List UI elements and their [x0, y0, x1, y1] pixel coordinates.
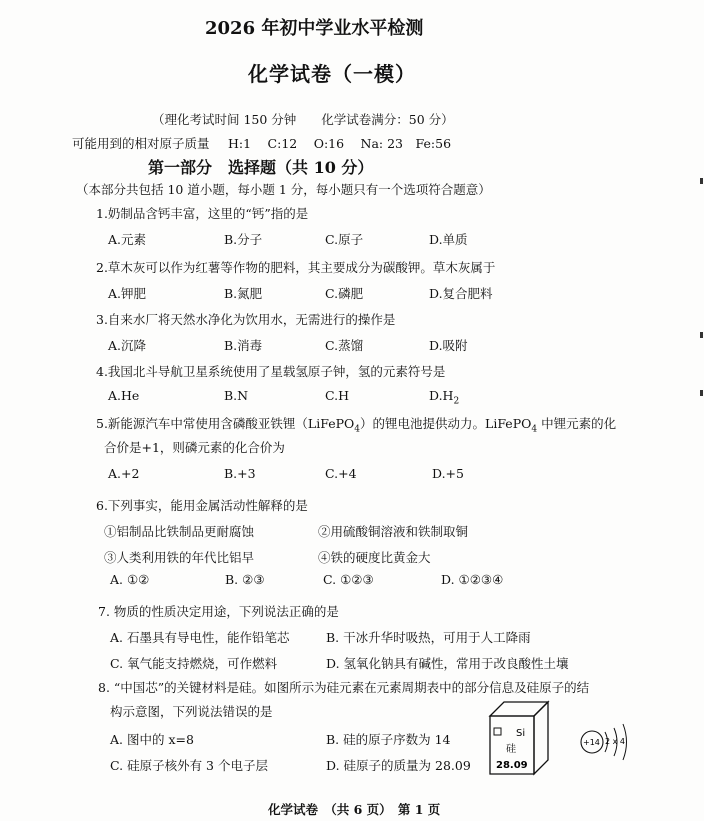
silicon-atom-diagram: [578, 718, 638, 762]
q8-option-b: B. 硅的原子序数为 14: [326, 732, 451, 747]
element-name: 硅: [506, 744, 516, 755]
q2-option-c: C.磷肥: [325, 286, 364, 301]
q5-option-b: B.+3: [224, 466, 256, 481]
q6-option-b: B. ②③: [225, 572, 265, 587]
q4-option-a: A.He: [108, 388, 140, 403]
scan-mark: [700, 178, 703, 184]
scan-mark: [700, 390, 703, 396]
q3-option-b: B.消毒: [224, 338, 263, 353]
exam-info: （理化考试时间 150 分钟 化学试卷满分：50 分）: [152, 112, 454, 127]
q1-option-b: B.分子: [224, 232, 263, 247]
nucleus-charge: +14: [583, 738, 600, 747]
question-2-stem: 2.草木灰可以作为红薯等作物的肥料，其主要成分为碳酸钾。草木灰属于: [96, 260, 496, 275]
q1-option-a: A.元素: [108, 232, 147, 247]
subscript: 2: [453, 396, 460, 407]
q6-fact-3: ③人类利用铁的年代比铝早: [104, 550, 255, 565]
q6-option-d: D. ①②③④: [441, 572, 504, 587]
q5-option-c: C.+4: [325, 466, 357, 481]
q3-option-d: D.吸附: [429, 338, 468, 353]
element-symbol: Si: [516, 728, 526, 739]
q2-option-d: D.复合肥料: [429, 286, 493, 301]
q5-option-d: D.+5: [432, 466, 464, 481]
q6-fact-1: ①铝制品比铁制品更耐腐蚀: [104, 524, 255, 539]
q4-option-d: $D.H_2$: [429, 388, 460, 407]
question-5-stem-line1: 5.新能源汽车中常使用含磷酸亚铁锂（LiFePO$_4$）的锂电池提供动力。LiFePO$_4$ 中锂元素的化: [96, 416, 617, 435]
question-8-stem-line1: 8. “中国芯”的关键材料是硅。如图所示为硅元素在元素周期表中的部分信息及硅原子的结: [98, 680, 590, 695]
atomic-mass-values: H:1 C:12 O:16 Na: 23 Fe:56: [228, 136, 452, 151]
q1-option-d: D.单质: [429, 232, 468, 247]
q7-option-c: C. 氧气能支持燃烧，可作燃料: [110, 656, 278, 671]
element-mass: 28.09: [496, 760, 528, 771]
silicon-element-card: [486, 698, 552, 778]
q2-option-b: B.氮肥: [224, 286, 263, 301]
q8-option-c: C. 硅原子核外有 3 个电子层: [110, 758, 268, 773]
exam-title: 2026 年初中学业水平检测: [205, 18, 424, 39]
q6-fact-4: ④铁的硬度比黄金大: [318, 550, 431, 565]
section-instruction: （本部分共包括 10 道小题，每小题 1 分，每小题只有一个选项符合题意）: [76, 182, 491, 197]
q2-option-a: A.钾肥: [108, 286, 147, 301]
q8-option-d: D. 硅原子的质量为 28.09: [326, 758, 471, 773]
q8-option-a: A. 图中的 x=8: [110, 732, 194, 747]
paper-subtitle: 化学试卷（一模）: [248, 62, 416, 86]
q7-option-d: D. 氢氧化钠具有碱性，常用于改良酸性土壤: [326, 656, 569, 671]
q6-fact-2: ②用硫酸铜溶液和铁制取铜: [318, 524, 469, 539]
q3-option-a: A.沉降: [108, 338, 147, 353]
q4-option-b: B.N: [224, 388, 249, 403]
question-6-stem: 6.下列事实，能用金属活动性解释的是: [96, 498, 308, 513]
question-7-stem: 7. 物质的性质决定用途，下列说法正确的是: [98, 604, 339, 619]
electron-shells: 2 x 4: [605, 737, 625, 746]
page-footer: 化学试卷 （共 6 页） 第 1 页: [268, 802, 441, 817]
question-4-stem: 4.我国北斗导航卫星系统使用了星载氢原子钟，氢的元素符号是: [96, 364, 446, 379]
q1-option-c: C.原子: [325, 232, 364, 247]
question-8-stem-line2: 构示意图，下列说法错误的是: [110, 704, 273, 719]
atomic-mass-label: 可能用到的相对原子质量: [72, 136, 210, 151]
q6-option-c: C. ①②③: [323, 572, 374, 587]
q5-option-a: A.+2: [108, 466, 140, 481]
section-title: 第一部分 选择题（共 10 分）: [148, 158, 374, 177]
q3-option-c: C.蒸馏: [325, 338, 364, 353]
q7-option-b: B. 干冰升华时吸热，可用于人工降雨: [326, 630, 531, 645]
question-1-stem: 1.奶制品含钙丰富，这里的“钙”指的是: [96, 206, 309, 221]
q6-option-a: A. ①②: [110, 572, 150, 587]
q7-option-a: A. 石墨具有导电性，能作铅笔芯: [110, 630, 290, 645]
scan-mark: [700, 332, 703, 338]
question-5-stem-line2: 合价是+1，则磷元素的化合价为: [104, 440, 285, 455]
question-3-stem: 3.自来水厂将天然水净化为饮用水，无需进行的操作是: [96, 312, 396, 327]
q4-option-c: C.H: [325, 388, 349, 403]
